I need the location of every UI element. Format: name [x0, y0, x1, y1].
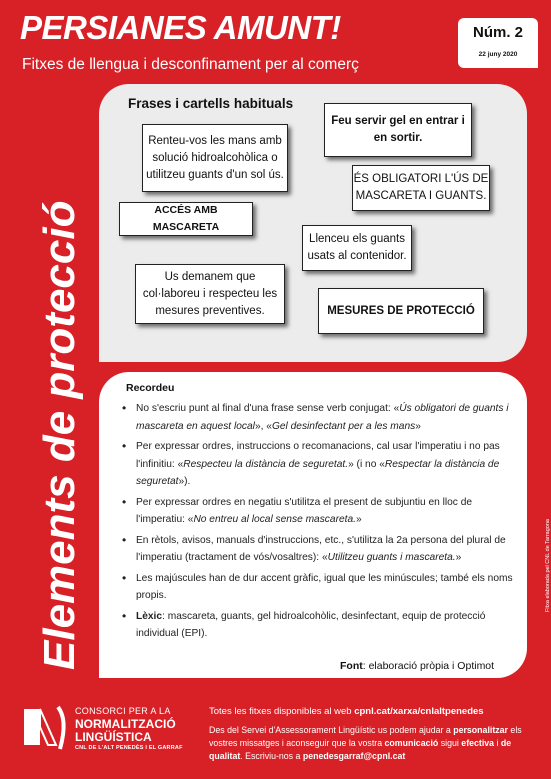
- side-credit: Fitxa elaborada pel CNL de Tarragona: [545, 519, 551, 612]
- logo-line-4: CNL DE L'ALT PENEDÈS I EL GARRAF: [75, 745, 183, 751]
- list-item: • Per expressar ordres, instruccions o recomanacions, cal usar l'imperatiu i no pas l'infinitiu: «Respecteu la distància de seguretat.» (i no «Respectar la distància de seguretat»).: [122, 438, 520, 491]
- sign-card-gloves-bin: Llenceu els guants usats al contenidor.: [302, 225, 412, 271]
- sign-card-collaborate: Us demanem que col·laboreu i respecteu les mesures preventives.: [135, 264, 285, 324]
- sign-card-use-gel: Feu servir gel en entrar i en sortir.: [324, 103, 472, 157]
- logo-line-2: NORMALITZACIÓ: [75, 717, 176, 731]
- issue-number: Núm. 2: [472, 24, 523, 41]
- list-item: • Lèxic: mascareta, guants, gel hidroalcohòlic, desinfectant, equip de protecció individual (EPI).: [122, 608, 520, 643]
- issue-badge: [458, 18, 538, 68]
- header-title: PERSIANES AMUNT!: [20, 9, 341, 46]
- remember-panel-title: Recordeu: [126, 382, 175, 394]
- list-item: • Per expressar ordres en negatiu s'utilitza el present de subjuntiu en lloc de l'imperatiu: «No entreu al local sense mascareta.»: [122, 494, 520, 529]
- header-subtitle: Fitxes de llengua i desconfinament per al comerç: [22, 56, 359, 73]
- sign-card-protection: MESURES DE PROTECCIÓ: [318, 288, 484, 334]
- issue-date: 22 juny 2020: [478, 51, 518, 58]
- list-item: • No s'escriu punt al final d'una frase sense verb conjugat: «Ús obligatori de guants i mascareta en aquest local», «Gel desinfectant per a les mans»: [122, 400, 520, 435]
- list-item: • En rètols, avisos, manuals d'instruccions, etc., s'utilitza la 2a persona del plural de l'imperatiu (tractament de vós/vosaltres): «Utilitzeu guants i mascareta.»: [122, 532, 520, 567]
- sign-card-access-mask: ACCÉS AMB MASCARETA: [119, 202, 253, 236]
- source-line: Font: elaboració pròpia i Optimot: [340, 660, 495, 672]
- footer-web-line: Totes les fitxes disponibles al web cpnl.cat/xarxa/cnlaltpenedes: [209, 706, 484, 717]
- sign-card-mandatory: ÉS OBLIGATORI L'ÚS DE MASCARETA I GUANTS.: [352, 165, 490, 211]
- footer-paragraph: Des del Servei d'Assessorament Lingüístic us podem ajudar a personalitzar els vostres missatges i aconseguir que la vostra comunicació sigui efectiva i de qualitat. Escriviu-nos a penedesgarraf@cpnl.cat: [209, 725, 522, 761]
- logo-line-3: LINGÜÍSTICA: [75, 730, 152, 744]
- cpnl-logo-icon: [20, 705, 72, 751]
- remember-list: [122, 400, 520, 646]
- logo-line-1: CONSORCI PER A LA: [75, 706, 171, 716]
- footer-email-link[interactable]: penedesgarraf@cpnl.cat: [302, 751, 406, 761]
- footer-web-link[interactable]: cpnl.cat/xarxa/cnlaltpenedes: [354, 706, 484, 717]
- sign-card-wash-hands: Renteu-vos les mans amb solució hidroalcohòlica o utilitzeu guants d'un sol ús.: [142, 124, 288, 192]
- side-title: Elements de protecció: [35, 200, 84, 670]
- phrases-panel-title: Frases i cartells habituals: [128, 96, 294, 111]
- list-item: • Les majúscules han de dur accent gràfic, igual que les minúscules; també els noms propis.: [122, 570, 520, 605]
